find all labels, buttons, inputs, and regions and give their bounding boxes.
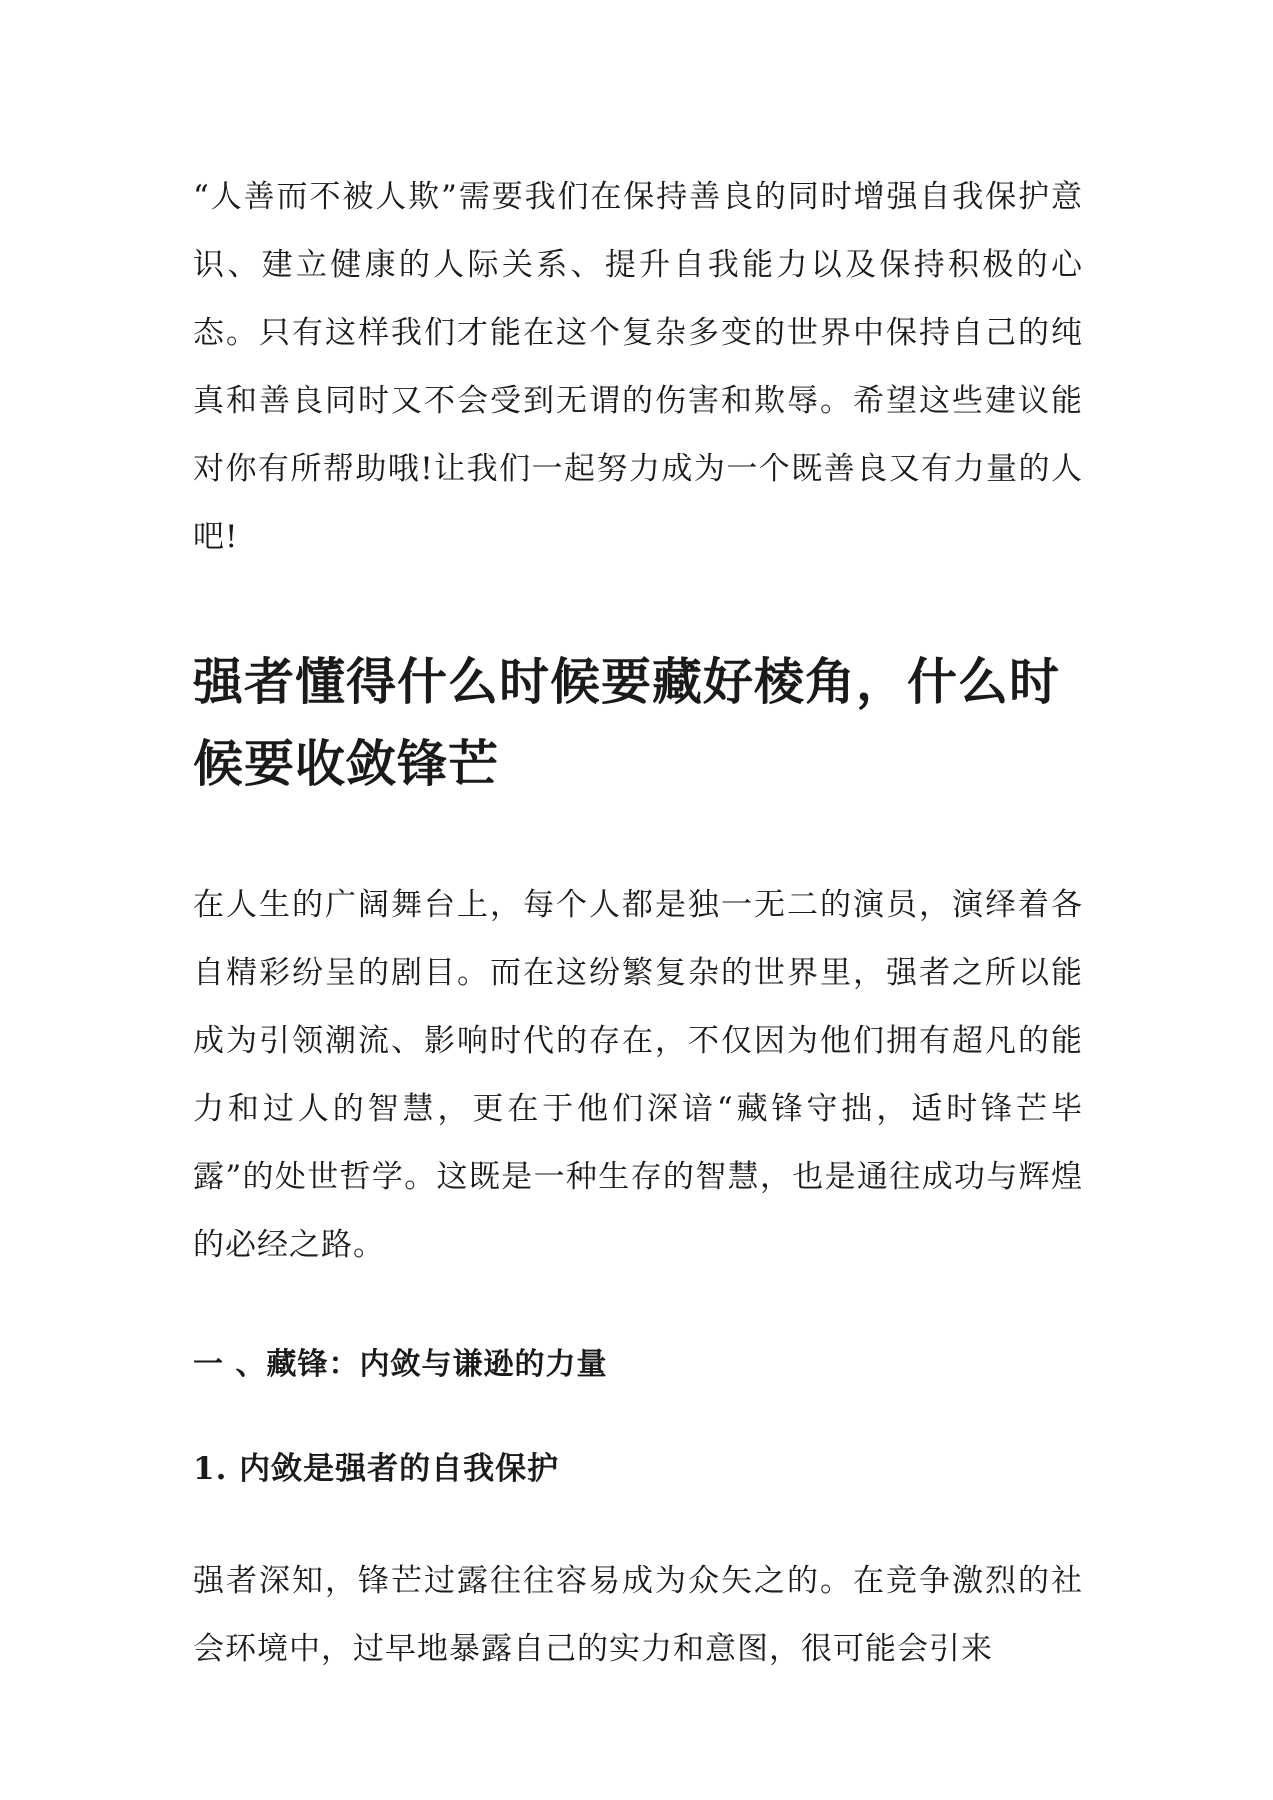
section-heading: 一 、藏锋：内敛与谦逊的力量 (193, 1347, 608, 1382)
intro-paragraph: “人善而不被人欺”需要我们在保持善良的同时增强自我保护意识、建立健康的人际关系、提升自我能力以及保持积极的心态。只有这样我们才能在这个复杂多变的世界中保持自己的纯真和善良同时又不会受到无谓的伤害和欺辱。希望这些建议能对你有所帮助哦!让我们一起努力成为一个既善良又有力量的人吧! (193, 179, 1083, 555)
subsection-heading: 1. 内敛是强者的自我保护 (193, 1451, 560, 1487)
body-paragraph: 强者深知，锋芒过露往往容易成为众矢之的。在竞争激烈的社会环境中，过早地暴露自己的实力和意图，很可能会引来 (193, 1563, 1083, 1667)
article-title: 强者懂得什么时候要藏好棱角，什么时候要收敛锋芒 (193, 653, 1060, 793)
document-page (193, 163, 1083, 1683)
opening-paragraph: 在人生的广阔舞台上，每个人都是独一无二的演员，演绎着各自精彩纷呈的剧目。而在这纷繁复杂的世界里，强者之所以能成为引领潮流、影响时代的存在，不仅因为他们拥有超凡的能力和过人的智慧，更在于他们深谙“藏锋守拙，适时锋芒毕露”的处世哲学。这既是一种生存的智慧，也是通往成功与辉煌的必经之路。 (193, 887, 1083, 1263)
